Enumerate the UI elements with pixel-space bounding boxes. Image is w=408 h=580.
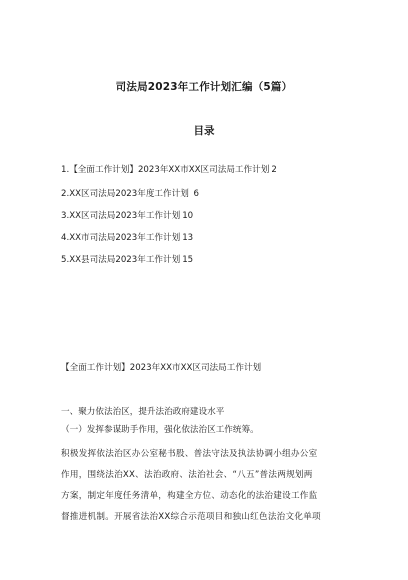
body-text-line: 积极发挥依法治区办公室秘书股、普法守法及执法协调小组办公室 bbox=[61, 449, 318, 459]
document-title: 司法局2023年工作计划汇编（5篇） bbox=[115, 81, 293, 93]
toc-item[interactable] bbox=[61, 163, 277, 175]
toc-item[interactable] bbox=[61, 231, 193, 243]
toc-item[interactable] bbox=[61, 187, 199, 199]
toc-item-text: 5.XX县司法局2023年工作计划 bbox=[61, 255, 181, 265]
toc-item-page: 2 bbox=[271, 165, 277, 175]
subheading-level-1: 一、聚力依法治区，提升法治政府建设水平 bbox=[61, 407, 225, 417]
toc-item-text: 3.XX区司法局2023年工作计划 bbox=[61, 211, 181, 221]
subheading-level-2: （一）发挥参谋助手作用，强化依法治区工作统筹。 bbox=[61, 425, 259, 435]
toc-item-page: 15 bbox=[182, 255, 194, 265]
toc-item-text: 4.XX市司法局2023年工作计划 bbox=[61, 233, 181, 243]
toc-item-text: 1.【全面工作计划】2023年XX市XX区司法局工作计划 bbox=[61, 165, 270, 175]
toc-item-page: 13 bbox=[182, 233, 194, 243]
toc-item-page: 6 bbox=[190, 189, 199, 199]
toc-item-page: 10 bbox=[182, 211, 194, 221]
body-text-line: 作用，围绕法治XX、法治政府、法治社会、“八五”普法两规划两 bbox=[61, 470, 313, 480]
section-heading: 【全面工作计划】2023年XX市XX区司法局工作计划 bbox=[61, 363, 262, 373]
body-text-line: 督推进机制。开展省法治XX综合示范项目和独山红色法治文化单项 bbox=[61, 512, 321, 522]
toc-item-text: 2.XX区司法局2023年度工作计划 bbox=[61, 189, 189, 199]
toc-item[interactable] bbox=[61, 209, 193, 221]
body-text-line: 方案，制定年度任务清单，构建全方位、动态化的法治建设工作监 bbox=[61, 491, 318, 501]
toc-heading: 目录 bbox=[193, 125, 215, 137]
toc-item[interactable] bbox=[61, 253, 193, 265]
